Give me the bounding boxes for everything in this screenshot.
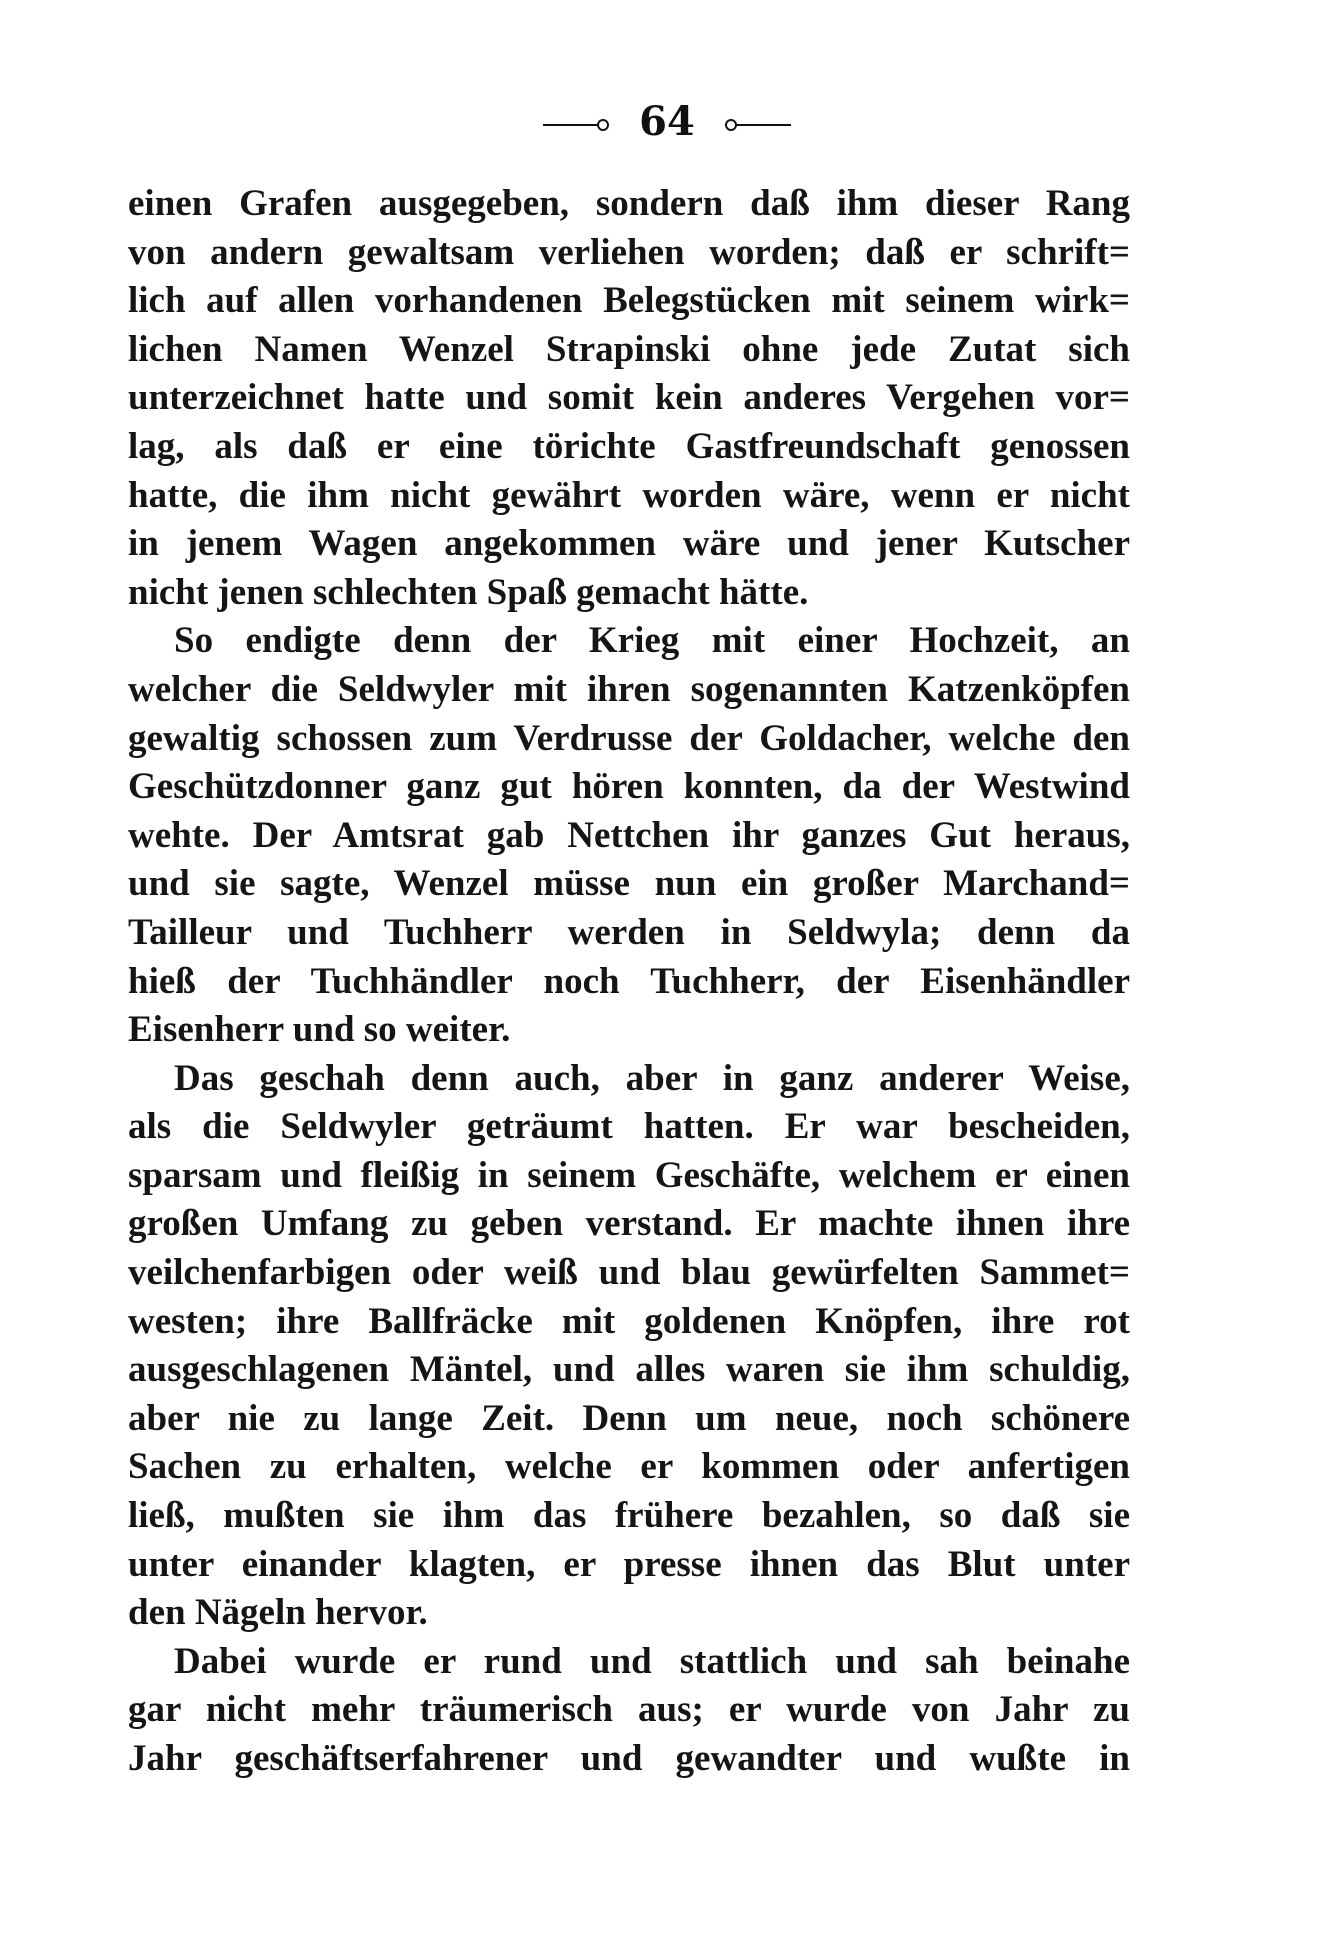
text-line: unter einander klagten, er presse ihnen das Blut unter: [128, 1543, 1130, 1585]
ornament-right: [731, 124, 791, 126]
page-header: [0, 98, 1334, 145]
text-line: von andern gewaltsam verliehen worden; daß er schrift=: [128, 231, 1130, 273]
body-text: [128, 180, 1130, 1784]
text-line: Sachen zu erhalten, welche er kommen oder anfertigen: [128, 1446, 1130, 1488]
text-line: nicht jenen schlechten Spaß gemacht hätte.: [128, 571, 809, 613]
text-line: So endigte denn der Krieg mit einer Hochzeit, an: [174, 620, 1130, 662]
text-line: ließ, mußten sie ihm das frühere bezahlen, so daß sie: [128, 1495, 1130, 1537]
text-line: als die Seldwyler geträumt hatten. Er war bescheiden,: [128, 1106, 1130, 1148]
text-line: gar nicht mehr träumerisch aus; er wurde von Jahr zu: [128, 1689, 1130, 1731]
text-line: gewaltig schossen zum Verdrusse der Goldacher, welche den: [128, 717, 1130, 759]
text-line: Das geschah denn auch, aber in ganz anderer Weise,: [174, 1057, 1130, 1099]
text-line: hieß der Tuchhändler noch Tuchherr, der Eisenhändler: [128, 960, 1130, 1002]
text-line: wehte. Der Amtsrat gab Nettchen ihr ganzes Gut heraus,: [128, 814, 1130, 856]
text-line: Dabei wurde er rund und stattlich und sah beinahe: [174, 1640, 1130, 1682]
text-line: welcher die Seldwyler mit ihren sogenannten Katzenköpfen: [128, 668, 1130, 710]
text-line: lag, als daß er eine törichte Gastfreundschaft genossen: [128, 425, 1130, 467]
text-line: hatte, die ihm nicht gewährt worden wäre, wenn er nicht: [128, 474, 1130, 516]
text-line: veilchenfarbigen oder weiß und blau gewürfelten Sammet=: [128, 1252, 1130, 1294]
text-line: unterzeichnet hatte und somit kein anderes Vergehen vor=: [128, 377, 1130, 419]
text-line: ausgeschlagenen Mäntel, und alles waren sie ihm schuldig,: [128, 1349, 1130, 1391]
text-line: Tailleur und Tuchherr werden in Seldwyla; denn da: [128, 911, 1130, 953]
text-line: einen Grafen ausgegeben, sondern daß ihm dieser Rang: [128, 183, 1130, 224]
text-line: aber nie zu lange Zeit. Denn um neue, noch schönere: [128, 1397, 1130, 1439]
text-line: westen; ihre Ballfräcke mit goldenen Knöpfen, ihre rot: [128, 1300, 1130, 1342]
text-line: in jenem Wagen angekommen wäre und jener Kutscher: [128, 523, 1130, 565]
text-line: und sie sagte, Wenzel müsse nun ein großer Marchand=: [128, 863, 1130, 905]
text-line: den Nägeln hervor.: [128, 1592, 428, 1634]
text-line: Jahr geschäftserfahrener und gewandter und wußte in: [128, 1738, 1130, 1779]
text-line: sparsam und fleißig in seinem Geschäfte, welchem er einen: [128, 1154, 1130, 1196]
text-line: lichen Namen Wenzel Strapinski ohne jede Zutat sich: [128, 328, 1130, 370]
page-number: 64: [639, 98, 695, 145]
text-line: Geschützdonner ganz gut hören konnten, da der Westwind: [128, 766, 1130, 808]
ornament-left: [543, 124, 603, 126]
text-line: großen Umfang zu geben verstand. Er machte ihnen ihre: [128, 1203, 1130, 1245]
text-line: Eisenherr und so weiter.: [128, 1009, 511, 1051]
text-line: lich auf allen vorhandenen Belegstücken mit seinem wirk=: [128, 280, 1130, 322]
